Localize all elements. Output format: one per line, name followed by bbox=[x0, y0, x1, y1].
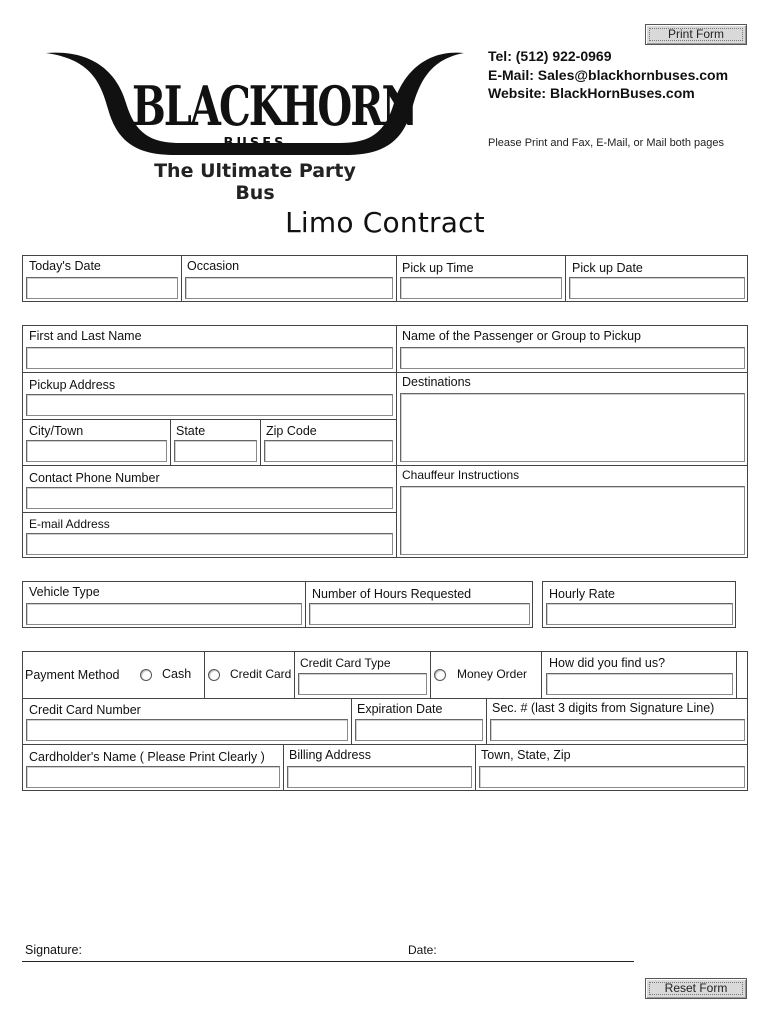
first-last-name-label: First and Last Name bbox=[29, 329, 142, 343]
cardholder-name-input[interactable] bbox=[26, 766, 280, 788]
contact-phone-label: Contact Phone Number bbox=[29, 471, 160, 485]
hourly-rate-label: Hourly Rate bbox=[549, 587, 615, 601]
cash-label: Cash bbox=[162, 667, 192, 681]
reset-form-button[interactable]: Reset Form bbox=[645, 978, 747, 999]
credit-card-type-input[interactable] bbox=[298, 673, 427, 695]
expiration-date-label: Expiration Date bbox=[357, 702, 443, 716]
passenger-name-label: Name of the Passenger or Group to Pickup bbox=[402, 329, 642, 343]
pickup-time-input[interactable] bbox=[400, 277, 562, 299]
chauffeur-instructions-label: Chauffeur Instructions bbox=[402, 468, 520, 482]
card-number-label: Credit Card Number bbox=[29, 703, 141, 717]
first-last-name-input[interactable] bbox=[26, 347, 393, 369]
hours-requested-label: Number of Hours Requested bbox=[312, 587, 472, 601]
logo-sub: BUSES bbox=[223, 136, 287, 151]
state-input[interactable] bbox=[174, 440, 257, 462]
sec-code-input[interactable] bbox=[490, 719, 745, 741]
expiration-date-input[interactable] bbox=[355, 719, 483, 741]
contact-phone-input[interactable] bbox=[26, 487, 393, 509]
zip-code-label: Zip Code bbox=[266, 424, 317, 438]
card-number-input[interactable] bbox=[26, 719, 348, 741]
hourly-rate-input[interactable] bbox=[546, 603, 733, 625]
logo-brand: BLACKHORN bbox=[132, 75, 417, 139]
occasion-label: Occasion bbox=[187, 259, 240, 273]
email-address-label: E-mail Address bbox=[29, 517, 110, 531]
contact-website: Website: BlackHornBuses.com bbox=[488, 85, 695, 101]
vehicle-type-input[interactable] bbox=[26, 603, 302, 625]
pickup-time-label: Pick up Time bbox=[402, 261, 474, 275]
pickup-date-input[interactable] bbox=[569, 277, 745, 299]
chauffeur-instructions-input[interactable] bbox=[400, 486, 745, 555]
contact-tel: Tel: (512) 922-0969 bbox=[488, 48, 612, 64]
cardholder-name-label: Cardholder's Name ( Please Print Clearly ) bbox=[29, 750, 265, 764]
cash-radio[interactable] bbox=[140, 669, 152, 681]
print-form-button[interactable]: Print Form bbox=[645, 24, 747, 45]
blackhorn-logo bbox=[40, 45, 470, 204]
pickup-date-label: Pick up Date bbox=[572, 261, 643, 275]
todays-date-input[interactable] bbox=[26, 277, 178, 299]
money-order-label: Money Order bbox=[457, 667, 528, 681]
pickup-address-input[interactable] bbox=[26, 394, 393, 416]
money-order-radio[interactable] bbox=[434, 669, 446, 681]
signature-label: Signature: bbox=[25, 943, 82, 957]
state-label: State bbox=[176, 424, 206, 438]
billing-address-label: Billing Address bbox=[289, 748, 371, 762]
sec-code-label: Sec. # (last 3 digits from Signature Line) bbox=[492, 701, 715, 715]
town-state-zip-input[interactable] bbox=[479, 766, 745, 788]
contact-email: E-Mail: Sales@blackhornbuses.com bbox=[488, 67, 729, 83]
how-find-input[interactable] bbox=[546, 673, 733, 695]
hours-requested-input[interactable] bbox=[309, 603, 530, 625]
city-town-input[interactable] bbox=[26, 440, 167, 462]
vehicle-type-label: Vehicle Type bbox=[29, 585, 100, 599]
billing-address-input[interactable] bbox=[287, 766, 472, 788]
credit-card-label: Credit Card bbox=[230, 667, 292, 681]
logo-tagline: The Ultimate Party Bus bbox=[154, 160, 356, 204]
occasion-input[interactable] bbox=[185, 277, 393, 299]
credit-card-type-label: Credit Card Type bbox=[300, 656, 391, 670]
email-address-input[interactable] bbox=[26, 533, 393, 555]
signature-line[interactable] bbox=[22, 961, 634, 962]
destinations-label: Destinations bbox=[402, 375, 471, 389]
page-title: Limo Contract bbox=[285, 206, 485, 239]
payment-method-label: Payment Method bbox=[25, 668, 120, 682]
zip-code-input[interactable] bbox=[264, 440, 393, 462]
todays-date-label: Today's Date bbox=[29, 259, 101, 273]
instructions-note: Please Print and Fax, E-Mail, or Mail both pages bbox=[488, 137, 725, 149]
city-town-label: City/Town bbox=[29, 424, 84, 438]
passenger-name-input[interactable] bbox=[400, 347, 745, 369]
pickup-address-label: Pickup Address bbox=[29, 378, 116, 392]
town-state-zip-label: Town, State, Zip bbox=[481, 748, 571, 762]
date-label: Date: bbox=[408, 943, 437, 957]
credit-card-radio[interactable] bbox=[208, 669, 220, 681]
how-find-label: How did you find us? bbox=[549, 656, 666, 670]
destinations-input[interactable] bbox=[400, 393, 745, 462]
